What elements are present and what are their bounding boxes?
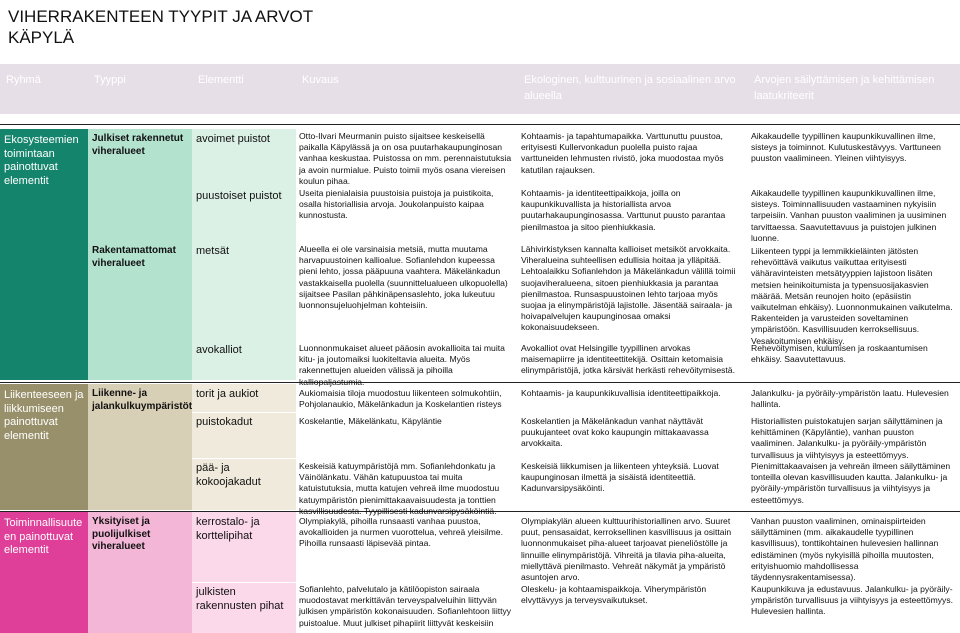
- row-2-arvot: Lähivirkistyksen kannalta kallioiset metsiköt arvokkaita. Viheralueina suhteellisen edullisia hoitaa ja ylläpitää. Lehtoalaikku Sofianlehdon ja Mäkelänkadun välillä toimii suojaviheralueena, sitoen pienhiukkasia ja parantaa pienilmastoa. Runsaspuustoinen lehto tarjoaa myös suojaa ja elinympäristöjä lajistolle. Jäsentää sairaala- ja hoivapalvelujen kaupunginosaa omaksi kokonaisuudekseen.: [521, 244, 736, 333]
- element-puistokadut: puistokadut: [192, 412, 296, 458]
- page-title: [8, 6, 313, 48]
- row-3-kuvaus: Luonnonmukaiset alueet pääosin avokallioita tai muita kitu- ja joutomaiksi luokiteltavia alueita. Myös rakennettujen alueiden välissä ja pihoilla kalliopaljastumia.: [299, 343, 505, 387]
- row-6-kriteerit: Pienimittakaavaisen ja vehreän ilmeen säilyttäminen tonteilla olevan kasvillisuuden kautta. Jalankulku- ja pyöräily-ympäristön turvallisuus ja viihtyisyys ja esteettömyys.: [751, 461, 951, 505]
- separator: [192, 458, 296, 459]
- type-rakentamattomat: Rakentamattomat viheralueet: [88, 241, 192, 380]
- separator: [192, 582, 296, 583]
- title-line-1: VIHERRAKENTEEN TYYPIT JA ARVOT: [8, 7, 314, 26]
- header-kuvaus: Kuvaus: [296, 64, 518, 114]
- row-7-arvot: Olympiakylän alueen kulttuurihistoriallinen arvo. Suuret puut, pensasaidat, kerroksellinen kasvillisuus ja osittain luonnonmukaiset piha-alueet tarjoavat pieneliöstölle ja linnuille elinympäristöjä. Vihreitä ja tilavia piha-alueita, miellyttävä pienilmasto. Vehreät näkymät ja ympäristö asuntojen arvo.: [521, 516, 732, 583]
- element-puustoiset-puistot: puustoiset puistot: [192, 186, 296, 241]
- header-arvot: Ekologinen, kulttuurinen ja sosiaalinen arvo alueella: [518, 64, 748, 114]
- row-6-arvot: Keskeisiä liikkumisen ja liikenteen yhteyksiä. Luovat kaupunginosan ilmettä ja sisäistä identiteettiä. Kadunvarsipysäköinti.: [521, 461, 719, 494]
- row-3-arvot: Avokalliot ovat Helsingille tyypillinen arvokas maisemapiirre ja identiteettitekijä. Osittain ketomaisia elinympäristöjä, jotka kärsivät herkästi rehevöitymisestä.: [521, 343, 735, 376]
- row-4-arvot: Kohtaamis- ja kaupunkikuvallisia identiteettipaikkoja.: [521, 388, 721, 398]
- row-2-kuvaus: Alueella ei ole varsinaisia metsiä, mutta muutama harvapuustoinen kallioalue. Sofianlehdon kupeessa pieni lehto, jossa pääpuuna vaahtera. Mäkelänkadun vastakkaisella puolella (suunnittelualueen ulkopuolella) sijaitsee Pasilan pähkinäpensaslehto, joka lukeutuu luonnonsujeluohjelman kohteisiin.: [299, 244, 508, 311]
- row-4-kriteerit: Jalankulku- ja pyöräily-ympäristön laatu. Hulevesien hallinta.: [751, 388, 949, 410]
- element-kerrostalopihat: kerrostalo- ja korttelipihat: [192, 512, 296, 582]
- row-7-kriteerit: Vanhan puuston vaaliminen, ominaispiirteiden säilyttäminen (mm. aikakaudelle tyypillinen kasvillisuus), tonttikohtainen hulevesien hallinnan edistäminen (myös nykyisillä pihoilla muutosten, erityishuomio mahdollisessa täydennysrakentamisessa).: [751, 516, 939, 583]
- group-divider: [0, 382, 960, 383]
- row-5-arvot: Koskelantien ja Mäkelänkadun vanhat näyttävät puukujanteet ovat koko kaupungin mittakaavassa arvokkaita.: [521, 416, 709, 449]
- element-avoimet-puistot: avoimet puistot: [192, 129, 296, 186]
- row-6-kuvaus: Keskeisiä katuympäristöjä mm. Sofianlehdonkatu ja Väinölänkatu. Vähän katupuustoa tai muita katuistutuksia, mutta katujen vehreä ilme muodostuu katuympäristön pienimittakaavaisuudesta ja tonttien kasvillisuudesta. Tyypillisesti kadunvarsipysäköintiä.: [299, 461, 500, 516]
- row-5-kuvaus: Koskelantie, Mäkelänkatu, Käpyläntie: [299, 416, 442, 426]
- header-ryhma: Ryhmä: [0, 64, 88, 114]
- element-metsat: metsät: [192, 241, 296, 340]
- row-1-kriteerit: Aikakaudelle tyypillinen kaupunkikuvallinen ilme, sisteys. Toiminnallisuuden vastaaminen nykyisiin tarpeisiin. Vanhan puuston vaaliminen ja uusiminen tarvittaessa. Saavutettavuus ja puistojen julkinen luonne.: [751, 188, 947, 243]
- type-yksityiset: Yksityiset ja puolijulkiset viheralueet: [88, 512, 192, 633]
- group-toiminnallisuus: Toiminnallisuute en painottuvat elementit: [0, 512, 88, 633]
- element-julkiset-pihat: julkisten rakennusten pihat: [192, 582, 296, 633]
- row-5-kriteerit: Historiallisten puistokatujen sarjan säilyttäminen ja kehittäminen (Käpyläntie), vanhan puuston vaaliminen. Jalankulku- ja pyöräily-ympäristön turvallisuus ja viihtyisyys ja esteettömyys.: [751, 416, 943, 460]
- row-3-kriteerit: Rehevöitymisen, kulumisen ja roskaantumisen ehkäisy. Saavutettavuus.: [751, 343, 928, 365]
- header-elementti: Elementti: [192, 64, 296, 114]
- type-julkiset-rakennetut: Julkiset rakennetut viheralueet: [88, 129, 192, 241]
- row-0-kuvaus: Otto-Ilvari Meurmanin puisto sijaitsee keskeisellä paikalla Käpylässä ja on osa puutarhakaupunginosan vanhaa keskustaa. Puistossa on mm. perennaistutuksia ja avoin nurmialue. Puisto toimii myös osana viereisen koulun pihaa.: [299, 131, 512, 186]
- row-2-kriteerit: Liikenteen typpi ja lemmikkieläinten jätösten rehevöittävä vaikutus vaikuttaa erityisesti vähäravinteisten metsätyyppien lajistoon lisäten metsien heinikoitumista ja typensuosijakasvien määrää. Metsän reunojen hoito (epäsiistin vaikutelman ehkäisy). Luonnonmukainen vaikutelma. Rakenteiden ja varusteiden soveltaminen ympäristöön. Kasvillisuuden kerroksellisuus. Vesakoitumisen ehkäisy.: [751, 246, 953, 346]
- title-line-2: KÄPYLÄ: [8, 28, 75, 47]
- row-1-arvot: Kohtaamis- ja identiteettipaikkoja, joilla on kaupunkikuvallista ja historiallista arvoa puutarhakaupunginosassa. Varttunut puusto parantaa pienilmastoa ja sitoo pienhiukkasia.: [521, 188, 726, 232]
- separator: [192, 412, 296, 413]
- group-liikenne: Liikenteeseen ja liikkumiseen painottuvat elementit: [0, 384, 88, 510]
- row-4-kuvaus: Aukiomaisia tiloja muodostuu liikenteen solmukohtiin, Pohjolanaukio, Mäkelänkadun ja Koskelantien risteys: [299, 388, 502, 410]
- element-paa-kokoojakadut: pää- ja kokoojakadut: [192, 458, 296, 510]
- element-torit-aukiot: torit ja aukiot: [192, 384, 296, 412]
- header-divider: [0, 124, 960, 125]
- element-avokalliot: avokalliot: [192, 340, 296, 380]
- row-0-kriteerit: Aikakaudelle tyypillinen kaupunkikuvallinen ilme, sisteys ja toiminnot. Kulutuskestävyys. Varttuneen puuston vaalimineen. Yleinen viihtyisyys.: [751, 131, 941, 164]
- group-ekosysteemit: Ekosysteemien toimintaan painottuvat elementit: [0, 129, 88, 380]
- row-1-kuvaus: Useita pienialaisia puustoisia puistoja ja puistikoita, osalla historiallisia arvoja. Joukolanpuisto kaipaa kunnostusta.: [299, 188, 494, 221]
- header-tyyppi: Tyyppi: [88, 64, 192, 114]
- row-7-kuvaus: Olympiakylä, pihoilla runsaasti vanhaa puustoa, avokallioiden ja nurmen vuorottelua, vehreä yleisilme. Pihoilla runsaasti läpisevää pintaa.: [299, 516, 503, 549]
- row-0-arvot: Kohtaamis- ja tapahtumapaikka. Varttunuttu puustoa, erityisesti Kullervonkadun puolella puisto rajaa varttuneiden lehmusten rivistö, joka muodostaa myös katutilan rajauksen.: [521, 131, 724, 175]
- row-8-kuvaus: Sofianlehto, palvelutalo ja kätilöopiston sairaala muodostavat merkittävän terveyspalveluihin liittyvän julkisen ympäristön kokonaisuuden. Sofianlehtoon liittyy puistoalue. Muut julkiset pihapiirit liittyvät keskeisiin: [299, 584, 512, 628]
- header-kriteerit: Arvojen säilyttämisen ja kehittämisen laatukriteerit: [748, 64, 960, 114]
- row-8-kriteerit: Kaupunkikuva ja edustavuus. Jalankulku- ja pyöräily-ympäristön turvallisuus ja viihtyisyys ja esteettömyys. Hulevesien hallinta.: [751, 584, 954, 617]
- type-liikenne: Liikenne- ja jalankulkuympäristöt: [88, 384, 192, 510]
- row-8-arvot: Oleskelu- ja kohtaamispaikkoja. Viherympäristön elvyttävyys ja terveysvaikutukset.: [521, 584, 707, 606]
